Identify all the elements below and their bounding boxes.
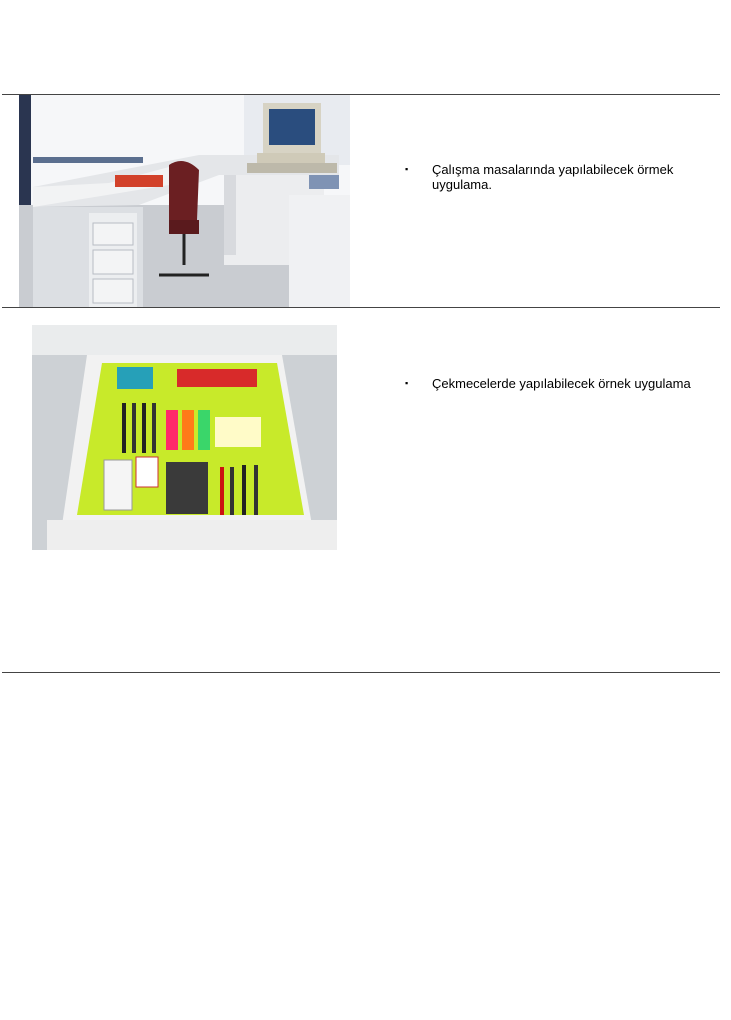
caption-desk: Çalışma masalarında yapılabilecek örmek uygulama. [432, 162, 674, 192]
drawer-organizer-photo [32, 325, 337, 550]
table-rule-middle [2, 307, 720, 308]
table-rule-bottom [2, 672, 720, 673]
bullet-icon: ▪ [405, 378, 409, 388]
bullet-icon: ▪ [405, 164, 409, 174]
office-desk-photo [19, 95, 350, 307]
caption-drawer: Çekmecelerde yapılabilecek örnek uygulama [432, 376, 691, 391]
